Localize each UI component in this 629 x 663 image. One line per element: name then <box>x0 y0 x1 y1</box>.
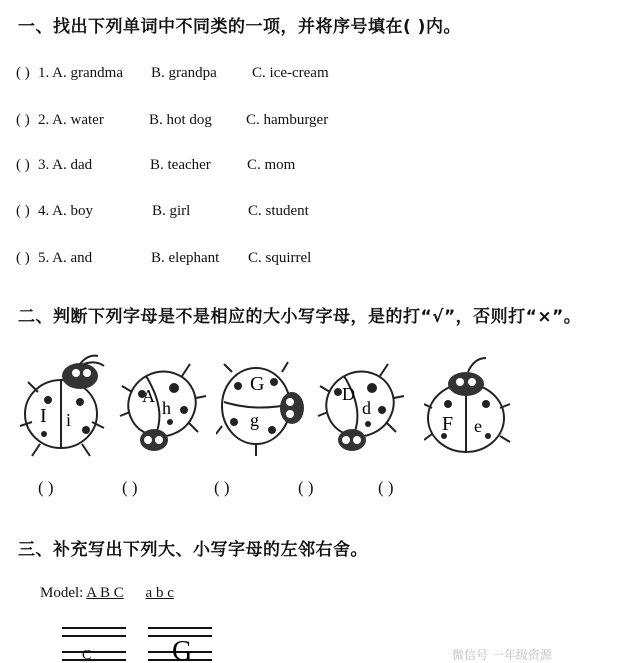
answer-blank[interactable]: ( ) <box>378 478 394 497</box>
option-b: B. hot dog <box>149 112 212 128</box>
answer-blank[interactable]: ( ) <box>16 250 30 266</box>
answer-blank[interactable]: ( ) <box>214 478 230 497</box>
ladybug-icon <box>18 352 108 460</box>
ladybug-lower: d <box>362 398 371 418</box>
ladybug-lower: g <box>250 410 259 430</box>
ladybug-icon <box>424 352 514 460</box>
ladybug-upper: D <box>342 384 355 404</box>
ladybug-icon <box>118 352 208 460</box>
ladybug-lower: h <box>162 398 171 418</box>
ladybug-icon <box>216 352 306 460</box>
option-c: C. mom <box>247 157 296 173</box>
answer-blank[interactable]: ( ) <box>16 157 30 173</box>
ladybug-lower: e <box>474 416 482 436</box>
answer-blank[interactable]: ( ) <box>298 478 314 497</box>
option-c: C. ice-cream <box>252 65 329 81</box>
answer-blank[interactable]: ( ) <box>16 112 30 128</box>
ladybug-lower: i <box>66 410 72 430</box>
model-lower: a b c <box>145 585 174 601</box>
model-example <box>40 585 174 602</box>
ladybug-upper: F <box>442 413 454 435</box>
option-a: 1. A. grandma <box>38 65 123 81</box>
writing-letter: C <box>82 648 92 663</box>
answer-blank[interactable]: ( ) <box>38 478 54 497</box>
option-c: C. hamburger <box>246 112 329 128</box>
option-a: 5. A. and <box>38 250 93 266</box>
option-c: C. student <box>248 203 309 219</box>
option-b: B. grandpa <box>151 65 217 81</box>
section-title-1: 一、找出下列单词中不同类的一项，并将序号填在( )内。 <box>18 17 461 37</box>
option-c: C. squirrel <box>248 250 312 266</box>
ladybug-upper: A <box>142 386 155 406</box>
ladybug-upper: I <box>40 405 47 427</box>
option-a: 3. A. dad <box>38 157 93 173</box>
watermark: 微信号 一年级资源 <box>452 648 552 662</box>
answer-blank[interactable]: ( ) <box>16 203 30 219</box>
option-b: B. teacher <box>150 157 211 173</box>
section-title-2: 二、判断下列字母是不是相应的大小写字母，是的打“√”，否则打“×”。 <box>18 307 582 327</box>
model-upper: A B C <box>86 585 124 601</box>
answer-blank[interactable]: ( ) <box>16 65 30 81</box>
ladybug-icon <box>316 352 406 460</box>
option-b: B. girl <box>152 203 191 219</box>
ladybug-upper: G <box>250 373 265 395</box>
answer-blank[interactable]: ( ) <box>122 478 138 497</box>
option-a: 2. A. water <box>38 112 104 128</box>
option-b: B. elephant <box>151 250 220 266</box>
writing-lines <box>60 622 220 663</box>
section-title-3: 三、补充写出下列大、小写字母的左邻右舍。 <box>18 540 368 560</box>
option-a: 4. A. boy <box>38 203 94 219</box>
writing-letter: G <box>172 636 193 663</box>
model-label: Model: <box>40 585 84 601</box>
